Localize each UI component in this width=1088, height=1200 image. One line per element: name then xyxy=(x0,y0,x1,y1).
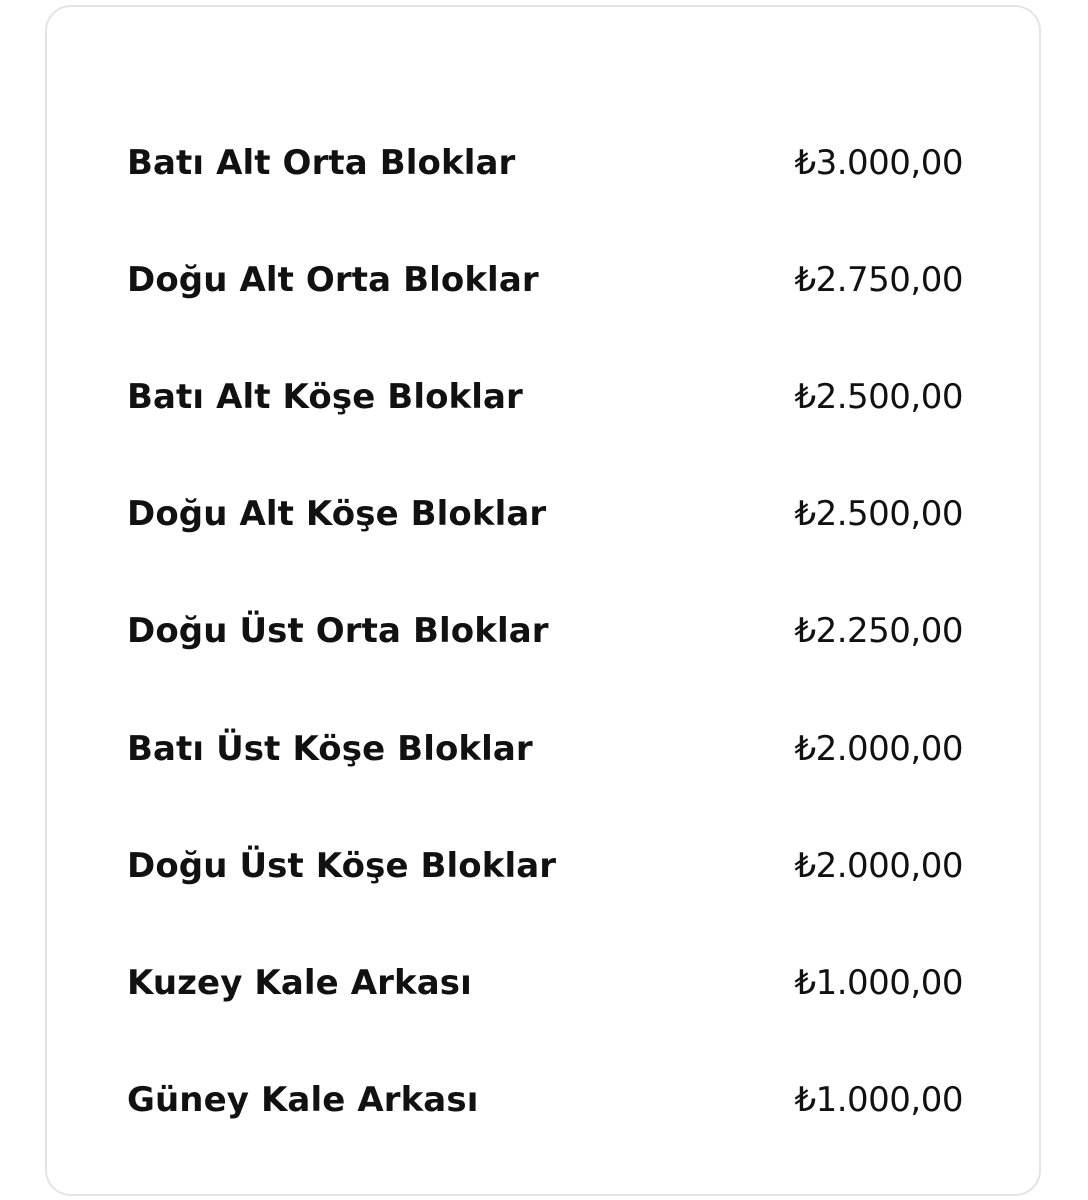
price-row xyxy=(127,573,963,690)
section-price: ₺2.500,00 xyxy=(794,494,963,535)
price-row xyxy=(127,104,963,221)
section-price: ₺2.500,00 xyxy=(794,376,963,417)
section-name: Güney Kale Arkası xyxy=(127,1080,479,1121)
price-card xyxy=(45,5,1041,1196)
section-name: Doğu Alt Orta Bloklar xyxy=(127,259,539,300)
section-name: Kuzey Kale Arkası xyxy=(127,962,472,1003)
section-name: Doğu Üst Köşe Bloklar xyxy=(127,845,557,886)
section-name: Batı Alt Orta Bloklar xyxy=(127,142,516,183)
section-price: ₺1.000,00 xyxy=(794,1080,963,1121)
price-row xyxy=(127,807,963,924)
price-row xyxy=(127,338,963,455)
section-price: ₺2.000,00 xyxy=(794,845,963,886)
section-name: Batı Üst Köşe Bloklar xyxy=(127,728,533,769)
price-row xyxy=(127,456,963,573)
price-row xyxy=(127,690,963,807)
section-price: ₺2.250,00 xyxy=(794,611,963,652)
ticket-price-list xyxy=(127,104,963,1159)
price-row xyxy=(127,924,963,1041)
section-name: Doğu Üst Orta Bloklar xyxy=(127,611,549,652)
section-price: ₺3.000,00 xyxy=(794,142,963,183)
price-row xyxy=(127,221,963,338)
section-name: Doğu Alt Köşe Bloklar xyxy=(127,494,547,535)
section-name: Batı Alt Köşe Bloklar xyxy=(127,376,523,417)
section-price: ₺2.750,00 xyxy=(794,259,963,300)
section-price: ₺1.000,00 xyxy=(794,962,963,1003)
section-price: ₺2.000,00 xyxy=(794,728,963,769)
price-row xyxy=(127,1042,963,1159)
